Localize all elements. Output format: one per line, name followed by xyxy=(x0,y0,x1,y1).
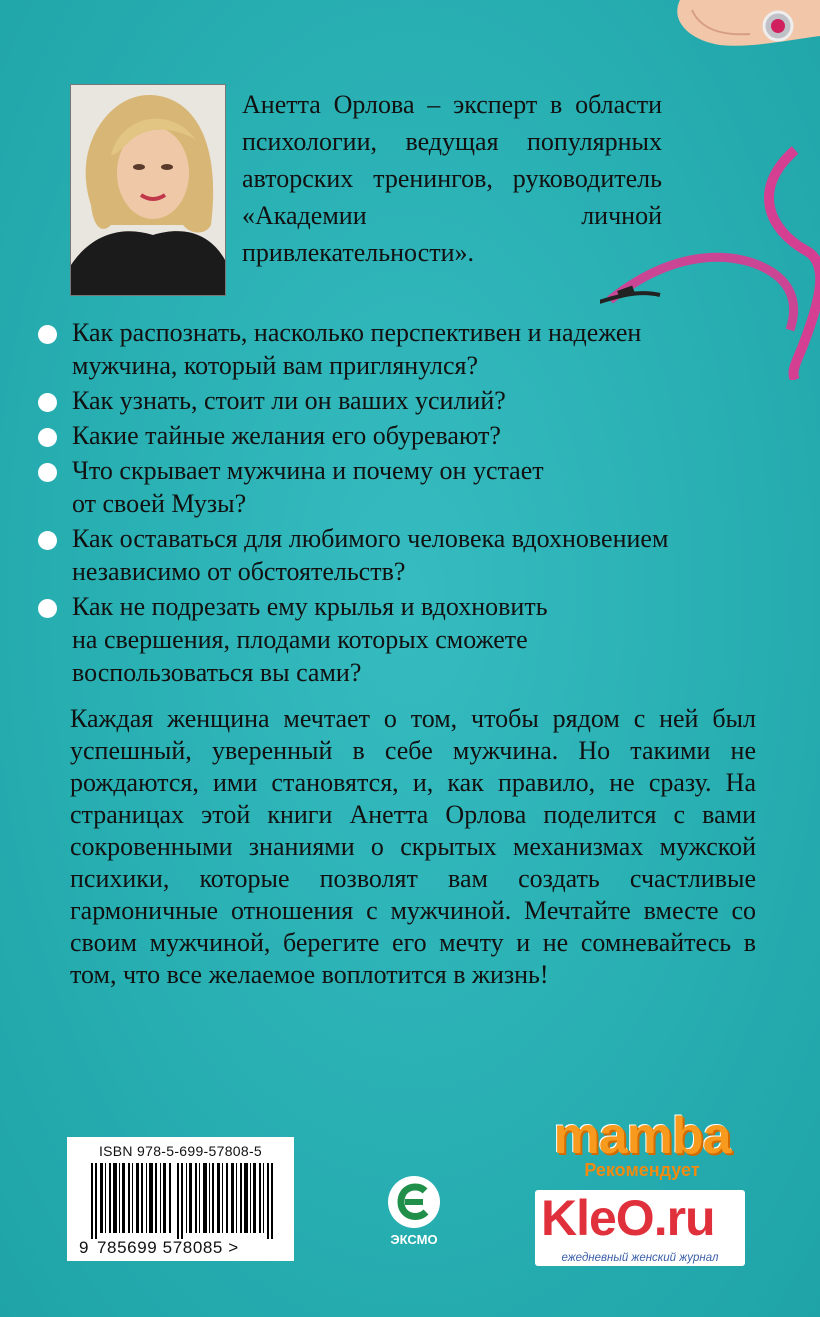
list-item: Как не подрезать ему крылья и вдохновить на свершения, плодами которых сможете воспользоваться вы сами? xyxy=(36,590,776,689)
barcode-icon xyxy=(91,1163,281,1239)
bullet-icon xyxy=(38,531,57,550)
ean-digits: 785699 578085 > xyxy=(97,1238,239,1257)
bullet-icon xyxy=(38,428,57,447)
ean-first-digit: 9 xyxy=(79,1238,89,1257)
list-item: Как узнать, стоит ли он ваших усилий? xyxy=(36,384,776,417)
author-photo xyxy=(70,84,226,296)
bullet-icon xyxy=(38,463,57,482)
questions-list xyxy=(36,316,776,691)
kleo-wordmark: KleO.ru xyxy=(541,1190,715,1246)
bullet-icon xyxy=(38,599,57,618)
list-item: Как распознать, насколько перспективен и надежен мужчина, который вам приглянулся? xyxy=(36,316,776,382)
bullet-icon xyxy=(38,325,57,344)
publisher-name: ЭКСМО xyxy=(390,1232,438,1247)
eksmo-logo-icon xyxy=(387,1175,441,1229)
author-bio-text: Анетта Орлова – эксперт в области психологии, ведущая популярных авторских тренингов, руководитель «Академии личной привлекательности». xyxy=(242,90,662,267)
kleo-tagline: ежедневный женский журнал xyxy=(561,1252,719,1264)
publisher-logo xyxy=(383,1175,445,1247)
bullet-icon xyxy=(38,393,57,412)
list-item: Как оставаться для любимого человека вдохновением независимо от обстоятельств? xyxy=(36,522,776,588)
kleo-logo xyxy=(535,1190,745,1266)
mamba-recommends: Рекомендует xyxy=(584,1160,700,1180)
isbn-label: ISBN 978-5-699-57808-5 xyxy=(98,1143,263,1159)
mamba-wordmark: mamba xyxy=(553,1107,731,1165)
list-item: Что скрывает мужчина и почему он устает от своей Музы? xyxy=(36,454,776,520)
list-item: Какие тайные желания его обуревают? xyxy=(36,419,776,452)
mamba-logo xyxy=(536,1108,748,1181)
book-description: Каждая женщина мечтает о том, чтобы рядом с ней был успешный, уверенный в себе мужчина. Но такими не рождаются, ими становятся, и, как правило, не сразу. На страницах этой книги Анетта Орлова поделится с вами сокровенными знаниями о скрытых механизмах мужской психики, которые позволят вам создать счастливые гармоничные отношения с мужчиной. Мечтайте вместе со своим мужчиной, берегите его мечту и не сомневайтесь в том, что все желаемое воплотится в жизнь! xyxy=(70,704,756,989)
author-bio xyxy=(242,86,662,271)
isbn-barcode xyxy=(67,1137,294,1261)
